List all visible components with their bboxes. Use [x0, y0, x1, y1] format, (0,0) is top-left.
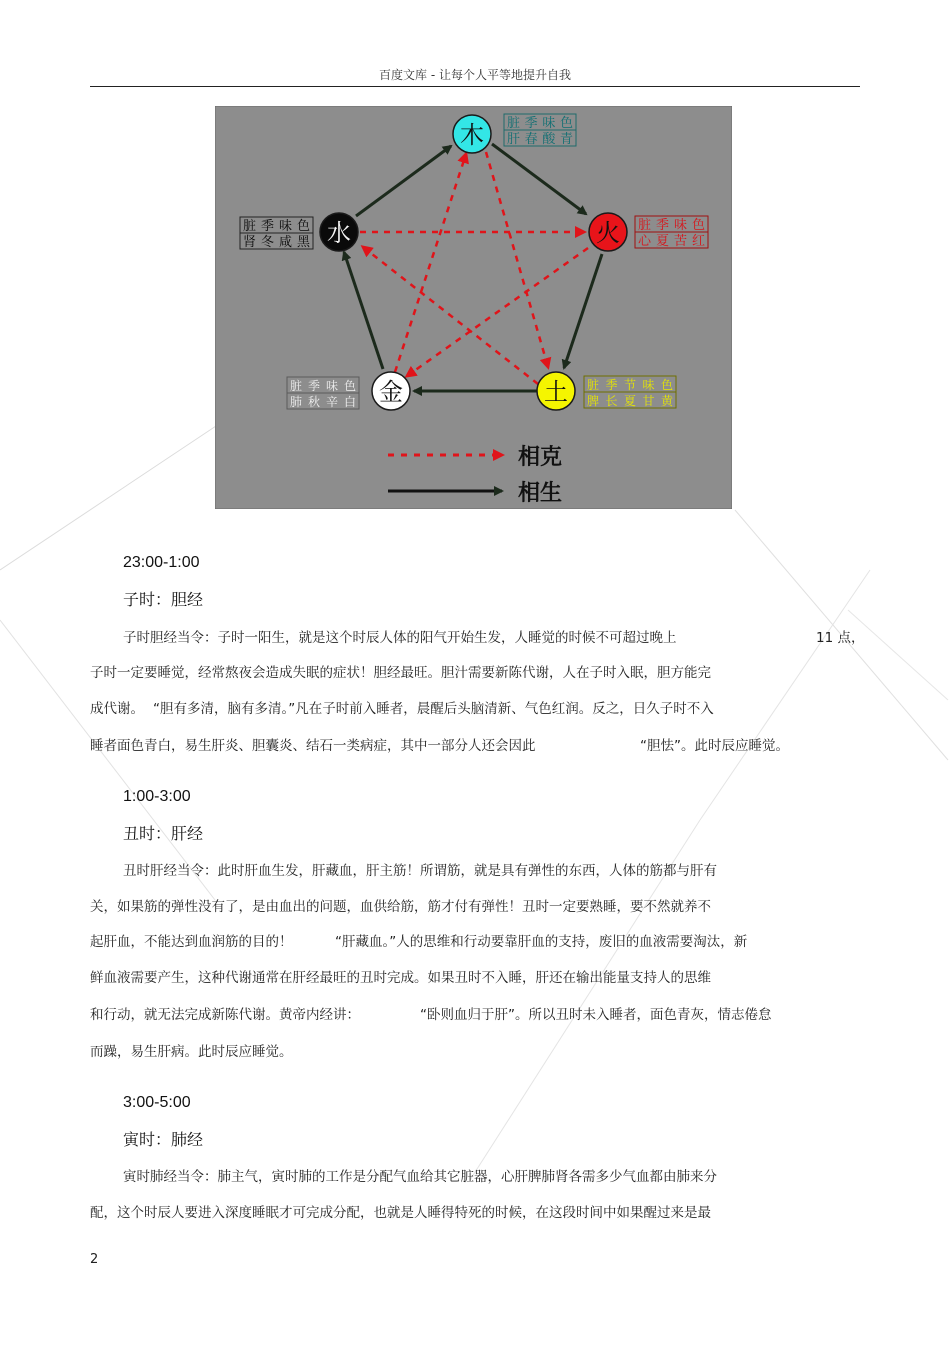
section-time: 3:00-5:00	[123, 1094, 191, 1111]
water-table-row2: 肾冬咸黑	[243, 235, 310, 250]
water-node	[320, 213, 358, 251]
page-number: 2	[90, 1252, 99, 1267]
wood-table-row2: 肝春酸青	[507, 132, 573, 147]
paragraph-line: 成代谢。	[90, 701, 144, 717]
wood-node	[453, 115, 491, 153]
fire-table-row2: 心夏苦红	[638, 234, 705, 249]
earth-node	[537, 372, 575, 410]
wood-table-row1: 脏季味色	[507, 116, 573, 131]
section-time: 1:00-3:00	[123, 788, 191, 805]
paragraph-line: “肝藏血。”人的思维和行动要靠肝血的支持，废旧的血液需要淘汰，新	[335, 934, 748, 950]
paragraph-line: “胆怯”。此时辰应睡觉。	[640, 738, 789, 754]
diagram-background	[215, 106, 732, 509]
paragraph-line: 配，这个时辰人要进入深度睡眠才可完成分配，也就是人睡得特死的时候，在这段时间中如果醒过来是最	[90, 1205, 711, 1221]
fire-node	[589, 213, 627, 251]
paragraph-line: “胆有多清，脑有多清。”凡在子时前入睡者，晨醒后头脑清新、气色红润。反之，日久子时不入	[153, 701, 714, 717]
paragraph-line: 11 点，	[816, 630, 865, 646]
metal-table-row2: 肺秋辛白	[290, 395, 356, 409]
header-divider	[90, 86, 860, 87]
earth-table	[584, 376, 676, 408]
fire-label: 火	[596, 219, 620, 247]
earth-label: 土	[544, 378, 568, 406]
earth-table-row2: 脾长夏甘黄	[587, 394, 673, 408]
section-heading: 子时：胆经	[123, 590, 204, 609]
water-label: 水	[327, 219, 351, 247]
metal-table-row1: 脏季味色	[290, 379, 356, 393]
section-heading: 丑时：肝经	[123, 824, 204, 843]
legend-generate-label: 相生	[518, 480, 563, 506]
earth-table-row1: 脏季节味色	[587, 378, 673, 392]
wood-label: 木	[460, 121, 484, 149]
legend-restrain-label: 相克	[518, 444, 563, 470]
page-header: 百度文库 - 让每个人平等地提升自我	[379, 68, 571, 82]
paragraph-line: 睡者面色青白，易生肝炎、胆囊炎、结石一类病症，其中一部分人还会因此	[90, 738, 536, 754]
paragraph-line: 鲜血液需要产生，这种代谢通常在肝经最旺的丑时完成。如果丑时不入睡，肝还在输出能量支持人的思维	[90, 970, 711, 986]
metal-label: 金	[379, 378, 403, 406]
paragraph-line: 关，如果筋的弹性没有了，是由血出的问题，血供给筋，筋才付有弹性！丑时一定要熟睡，要不然就养不	[90, 899, 711, 915]
paragraph-line: 子时一定要睡觉，经常熬夜会造成失眠的症状！胆经最旺。胆汁需要新陈代谢，人在子时入眠，胆方能完	[90, 665, 711, 681]
paragraph-line: 丑时肝经当令：此时肝血生发，肝藏血，肝主筋！所谓筋，就是具有弹性的东西，人体的筋都与肝有	[123, 863, 717, 879]
fire-table-row1: 脏季味色	[638, 218, 705, 233]
paragraph-line: 而躁，易生肝病。此时辰应睡觉。	[90, 1044, 293, 1060]
paragraph-line: 和行动，就无法完成新陈代谢。黄帝内经讲：	[90, 1007, 360, 1023]
water-table-row1: 脏季味色	[243, 219, 310, 234]
paragraph-line: “卧则血归于肝”。所以丑时未入睡者，面色青灰，情志倦怠	[420, 1007, 772, 1023]
paragraph-line: 寅时肺经当令：肺主气，寅时肺的工作是分配气血给其它脏器，心肝脾肺肾各需多少气血都由肺来分	[123, 1169, 717, 1185]
section-time: 23:00-1:00	[123, 554, 200, 571]
metal-node	[372, 372, 410, 410]
section-heading: 寅时：肺经	[123, 1130, 204, 1149]
paragraph-line: 子时胆经当令：子时一阳生，就是这个时辰人体的阳气开始生发，人睡觉的时候不可超过晚上	[123, 630, 677, 646]
paragraph-line: 起肝血，不能达到血润筋的目的！	[90, 934, 293, 950]
five-elements-diagram	[215, 106, 732, 509]
